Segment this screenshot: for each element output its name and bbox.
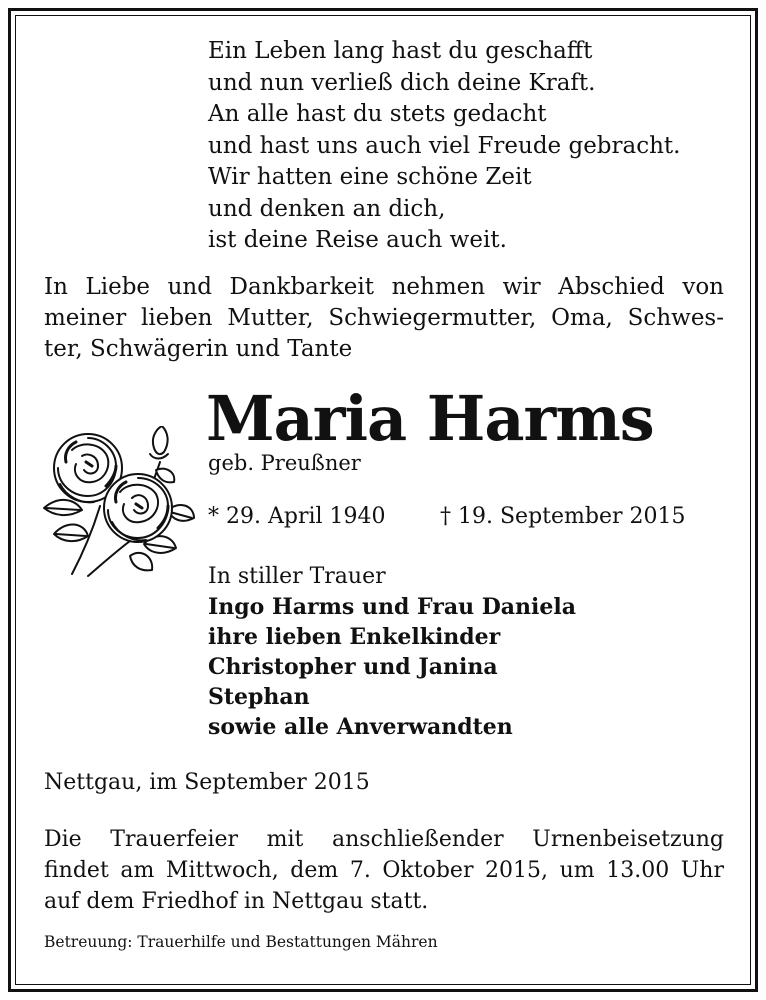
- ceremony-line: Die Trauerfeier mit anschließender Urnenbeisetzung: [44, 827, 724, 852]
- intro-line: In Liebe und Dankbarkeit nehmen wir Abschied von: [44, 274, 724, 300]
- roses-icon: [36, 426, 198, 582]
- ceremony-text: [44, 824, 724, 917]
- poem-line: Ein Leben lang hast du geschafft: [208, 38, 593, 64]
- poem-line: und denken an dich,: [208, 195, 446, 222]
- poem-line: ist deine Reise auch weit.: [208, 227, 507, 253]
- ceremony-line: findet am Mittwoch, dem 7. Oktober 2015, um 13.00 Uhr: [44, 858, 724, 883]
- intro-line: ter, Schwägerin und Tante: [44, 336, 353, 362]
- ceremony-line: auf dem Friedhof in Nettgau statt.: [44, 889, 429, 914]
- deceased-name: Maria Harms: [206, 382, 654, 455]
- funeral-home-credit: Betreuung: Trauerhilfe und Bestattungen Mähren: [44, 933, 438, 951]
- mourners-label: In stiller Trauer: [208, 564, 386, 589]
- poem-line: Wir hatten eine schöne Zeit: [208, 164, 532, 190]
- place-date: Nettgau, im September 2015: [44, 770, 370, 795]
- poem-line: An alle hast du stets gedacht: [208, 101, 547, 127]
- poem-line: und hast uns auch viel Freude gebracht.: [208, 132, 681, 159]
- mourners-list: [208, 562, 576, 742]
- mourner-entry: ihre lieben Enkelkinder: [208, 624, 501, 650]
- poem: [208, 36, 680, 257]
- birth-date: * 29. April 1940: [208, 504, 386, 529]
- mourner-entry: sowie alle Anverwandten: [208, 714, 513, 740]
- mourner-entry: Ingo Harms und Frau Daniela: [208, 594, 577, 620]
- mourner-entry: Christopher und Janina: [208, 654, 498, 680]
- intro-text: [44, 272, 724, 365]
- birth-name: geb. Preußner: [208, 451, 361, 475]
- poem-line: und nun verließ dich deine Kraft.: [208, 69, 596, 96]
- mourner-entry: Stephan: [208, 684, 310, 710]
- death-date: † 19. September 2015: [440, 504, 686, 529]
- intro-line: meiner lieben Mutter, Schwiegermutter, Oma, Schwes-: [44, 305, 724, 331]
